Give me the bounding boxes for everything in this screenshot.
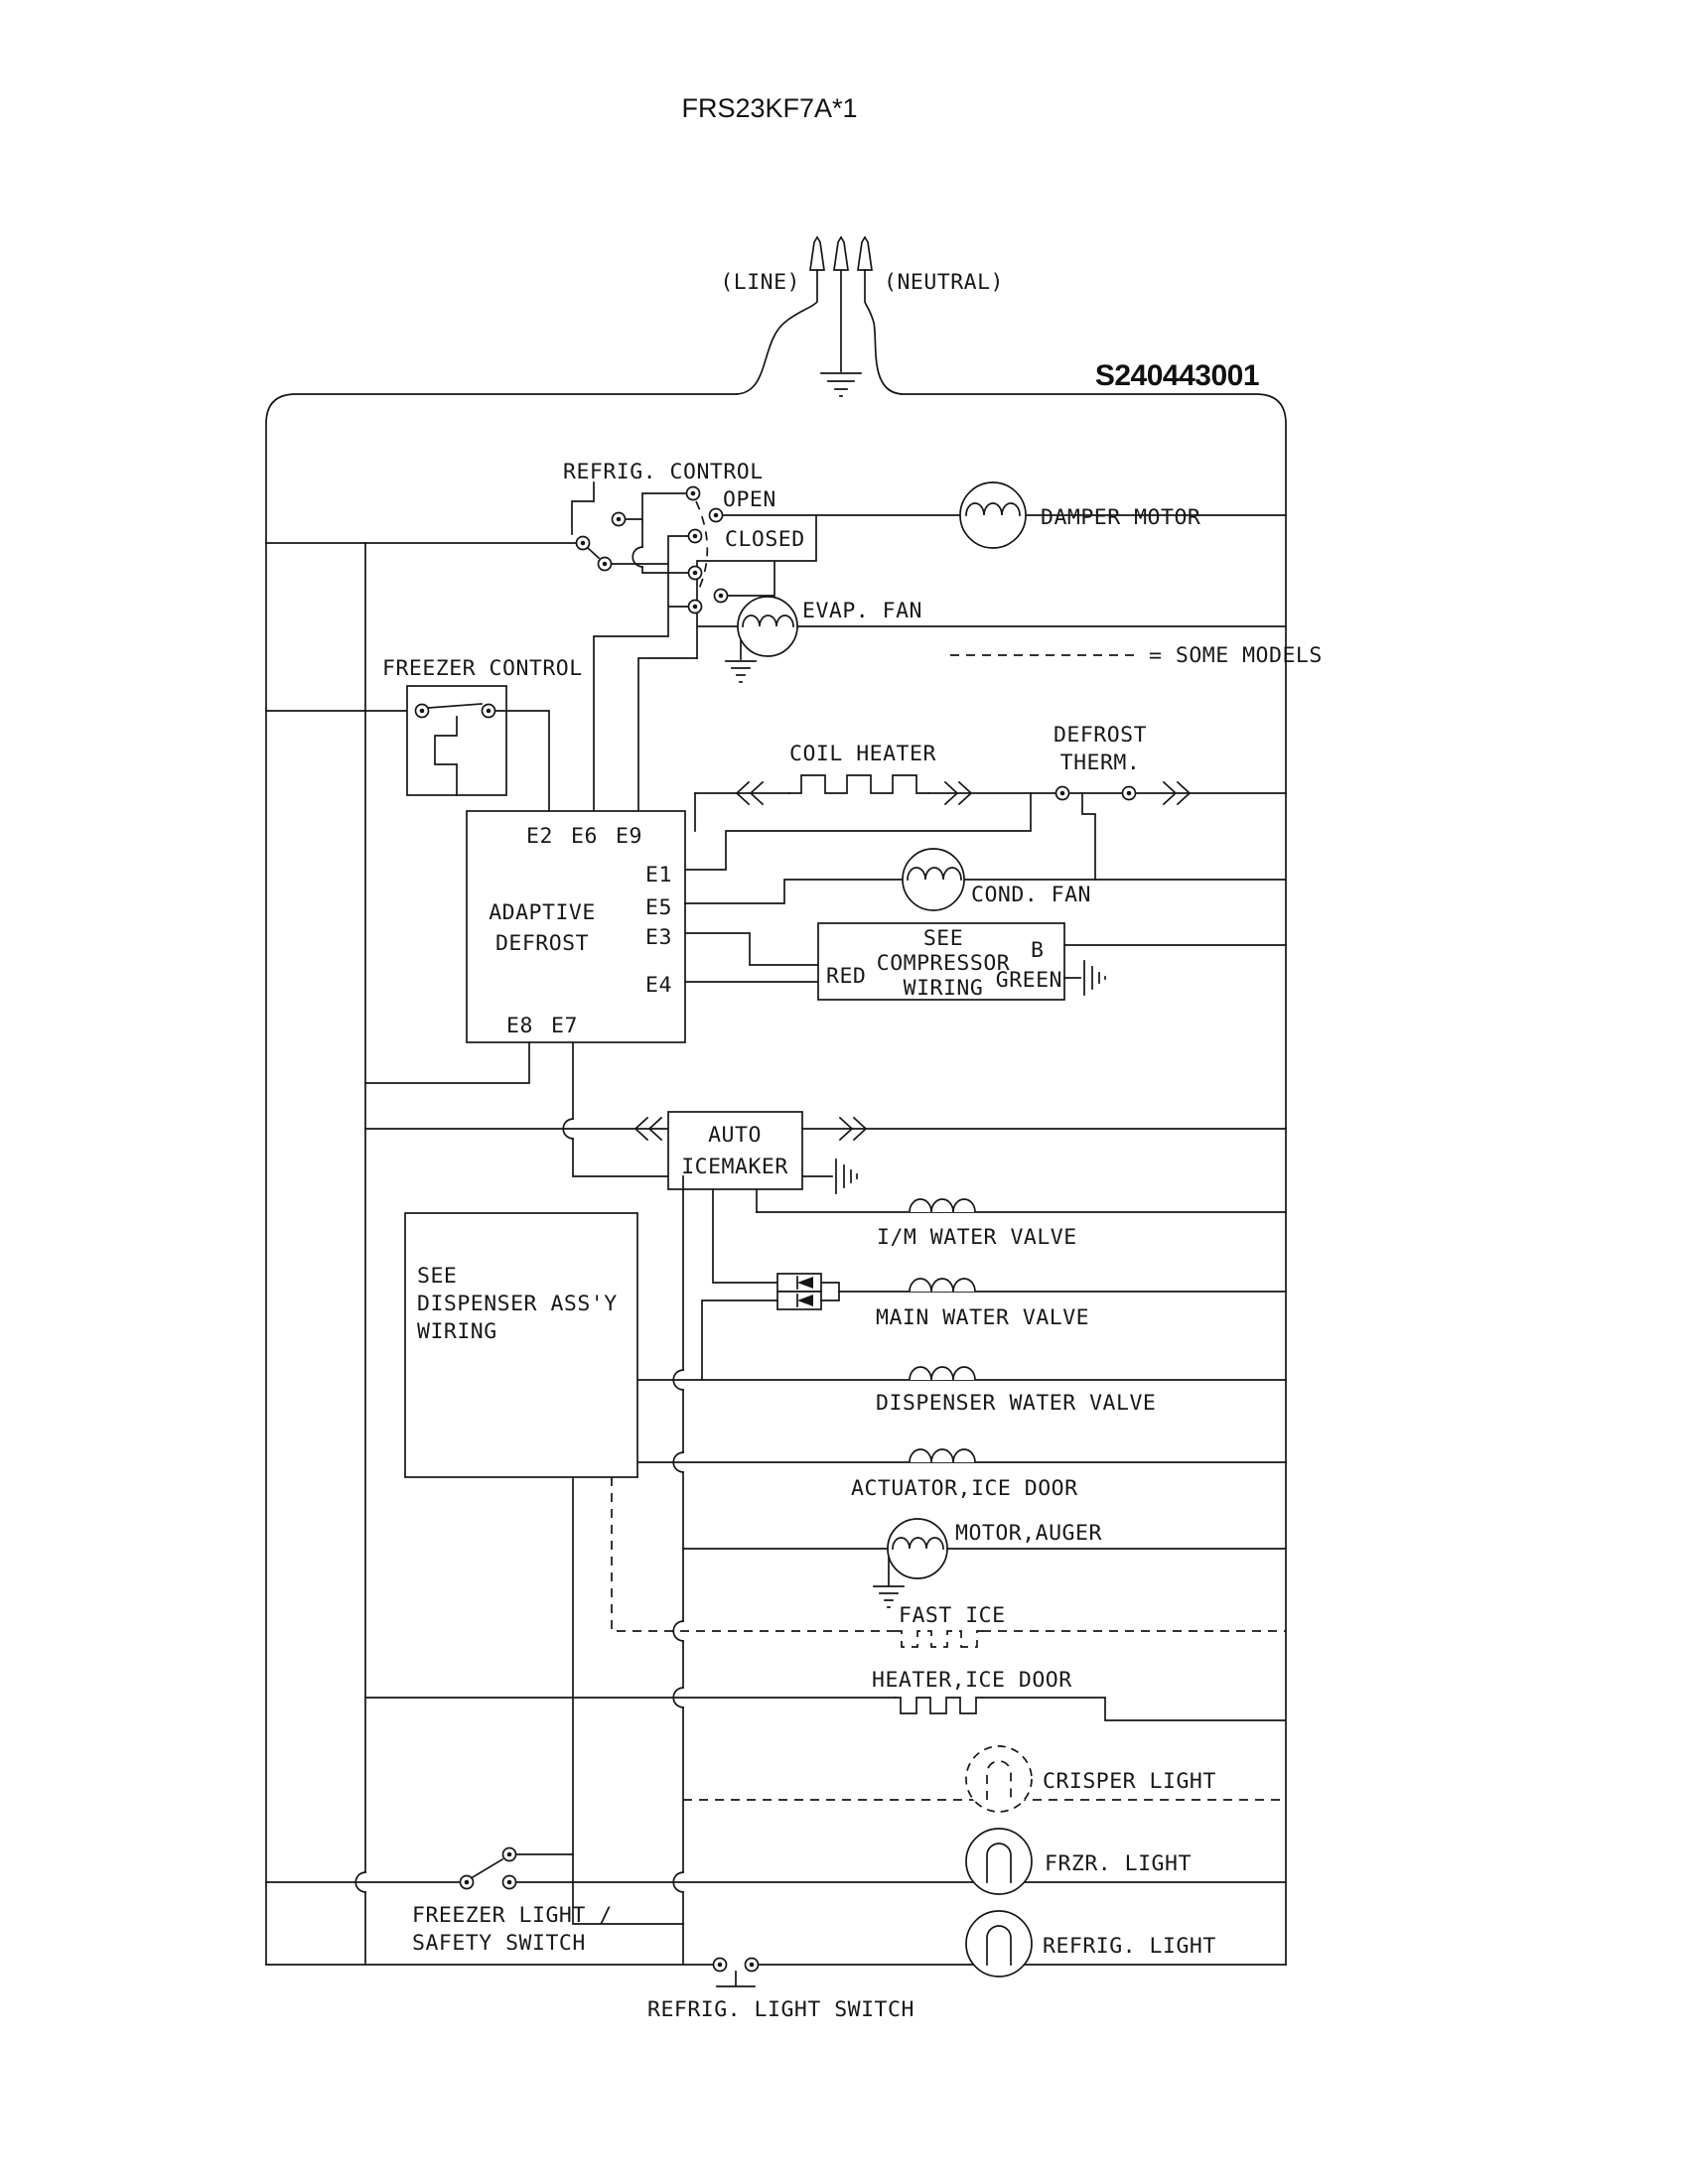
- compressor-label-1: SEE: [922, 926, 964, 951]
- e9-feeder: [638, 658, 697, 811]
- actuator-label: ACTUATOR,ICE DOOR: [851, 1476, 1078, 1501]
- pin-e3: E3: [645, 925, 672, 950]
- red-label: RED: [826, 964, 867, 989]
- line-prong: [810, 237, 824, 270]
- motor-auger-label: MOTOR,AUGER: [955, 1521, 1102, 1546]
- adaptive-defrost-label-1: ADAPTIVE: [489, 900, 596, 925]
- ground-prong: [834, 237, 848, 371]
- damper-motor-label: DAMPER MOTOR: [1041, 505, 1201, 530]
- freezer-control: [266, 686, 549, 811]
- power-plug: [737, 237, 902, 396]
- heater-ice-door-label: HEATER,ICE DOOR: [872, 1668, 1072, 1693]
- green-label: GREEN: [995, 968, 1062, 993]
- page-title: FRS23KF7A*1: [681, 93, 858, 123]
- freezer-control-label: FREEZER CONTROL: [382, 656, 583, 681]
- coil-heater-resistor: [789, 775, 928, 793]
- part-number: S240443001: [1094, 359, 1259, 392]
- dispenser-valve-label: DISPENSER WATER VALVE: [876, 1391, 1157, 1416]
- crisper-light-label: CRISPER LIGHT: [1043, 1769, 1216, 1794]
- defrost-therm-label-1: DEFROST: [1053, 723, 1148, 748]
- switch-terminals: [577, 487, 728, 614]
- b-label: B: [1031, 938, 1045, 963]
- coil-heater-label: COIL HEATER: [789, 742, 936, 766]
- ground-icon: [1084, 961, 1105, 995]
- crisper-light-symbol: [966, 1746, 1032, 1812]
- icemaker-label-1: AUTO: [708, 1123, 762, 1148]
- open-label: OPEN: [723, 487, 776, 512]
- pin-e9: E9: [616, 824, 642, 849]
- ground-icon: [821, 373, 861, 396]
- icemaker-label-2: ICEMAKER: [681, 1155, 788, 1179]
- therm-jog: [1082, 793, 1095, 880]
- fast-ice-label: FAST ICE: [899, 1603, 1006, 1628]
- evap-fan-label: EVAP. FAN: [802, 599, 922, 623]
- pin-e6: E6: [571, 824, 598, 849]
- some-models-label: = SOME MODELS: [1149, 643, 1323, 668]
- safety-switch-label-1: FREEZER LIGHT /: [412, 1903, 613, 1928]
- motor-auger-symbol: [888, 1519, 947, 1578]
- heater-row: [365, 1698, 1285, 1720]
- frzr-light-symbol: [966, 1829, 1032, 1894]
- fast-ice-resistor: [896, 1631, 983, 1647]
- refrig-light-switch: [714, 1959, 759, 1987]
- refrig-light-symbol: [966, 1911, 1032, 1977]
- heater-resistor: [895, 1698, 982, 1713]
- pin-e8: E8: [506, 1014, 533, 1038]
- closed-label: CLOSED: [725, 527, 805, 552]
- pin-e4: E4: [645, 973, 672, 998]
- ground-icon: [836, 1160, 857, 1193]
- damper-motor-symbol: [960, 482, 1026, 548]
- pin-e2: E2: [526, 824, 553, 849]
- compressor-label-3: WIRING: [903, 976, 984, 1001]
- frzr-light-label: FRZR. LIGHT: [1045, 1851, 1192, 1876]
- refrig-light-switch-label: REFRIG. LIGHT SWITCH: [647, 1997, 914, 2022]
- pin-e5: E5: [645, 895, 672, 920]
- dispenser-label-2: DISPENSER ASS'Y: [417, 1292, 618, 1316]
- pin-e1: E1: [645, 863, 672, 887]
- dispenser-label-1: SEE: [417, 1264, 458, 1289]
- pin-e7: E7: [551, 1014, 578, 1038]
- safety-switch-label-2: SAFETY SWITCH: [412, 1931, 586, 1956]
- refrig-light-label: REFRIG. LIGHT: [1043, 1934, 1216, 1959]
- evap-fan-symbol: [738, 597, 797, 656]
- cond-fan-symbol: [903, 849, 964, 910]
- dispenser-assy-box: [405, 1213, 637, 1477]
- cond-fan-label: COND. FAN: [971, 883, 1091, 907]
- diode-block: [702, 1274, 839, 1380]
- dispenser-label-3: WIRING: [417, 1319, 497, 1344]
- neutral-label: (NEUTRAL): [884, 270, 1004, 295]
- line-label: (LINE): [720, 270, 800, 295]
- adaptive-defrost-label-2: DEFROST: [494, 931, 590, 956]
- refrig-control-label: REFRIG. CONTROL: [563, 460, 764, 484]
- im-valve-label: I/M WATER VALVE: [877, 1225, 1077, 1250]
- main-valve-label: MAIN WATER VALVE: [876, 1305, 1090, 1330]
- neutral-prong: [858, 237, 872, 270]
- compressor-label-2: COMPRESSOR: [876, 951, 1011, 976]
- coil-heater-row: [685, 775, 1286, 880]
- defrost-therm-label-2: THERM.: [1059, 751, 1141, 775]
